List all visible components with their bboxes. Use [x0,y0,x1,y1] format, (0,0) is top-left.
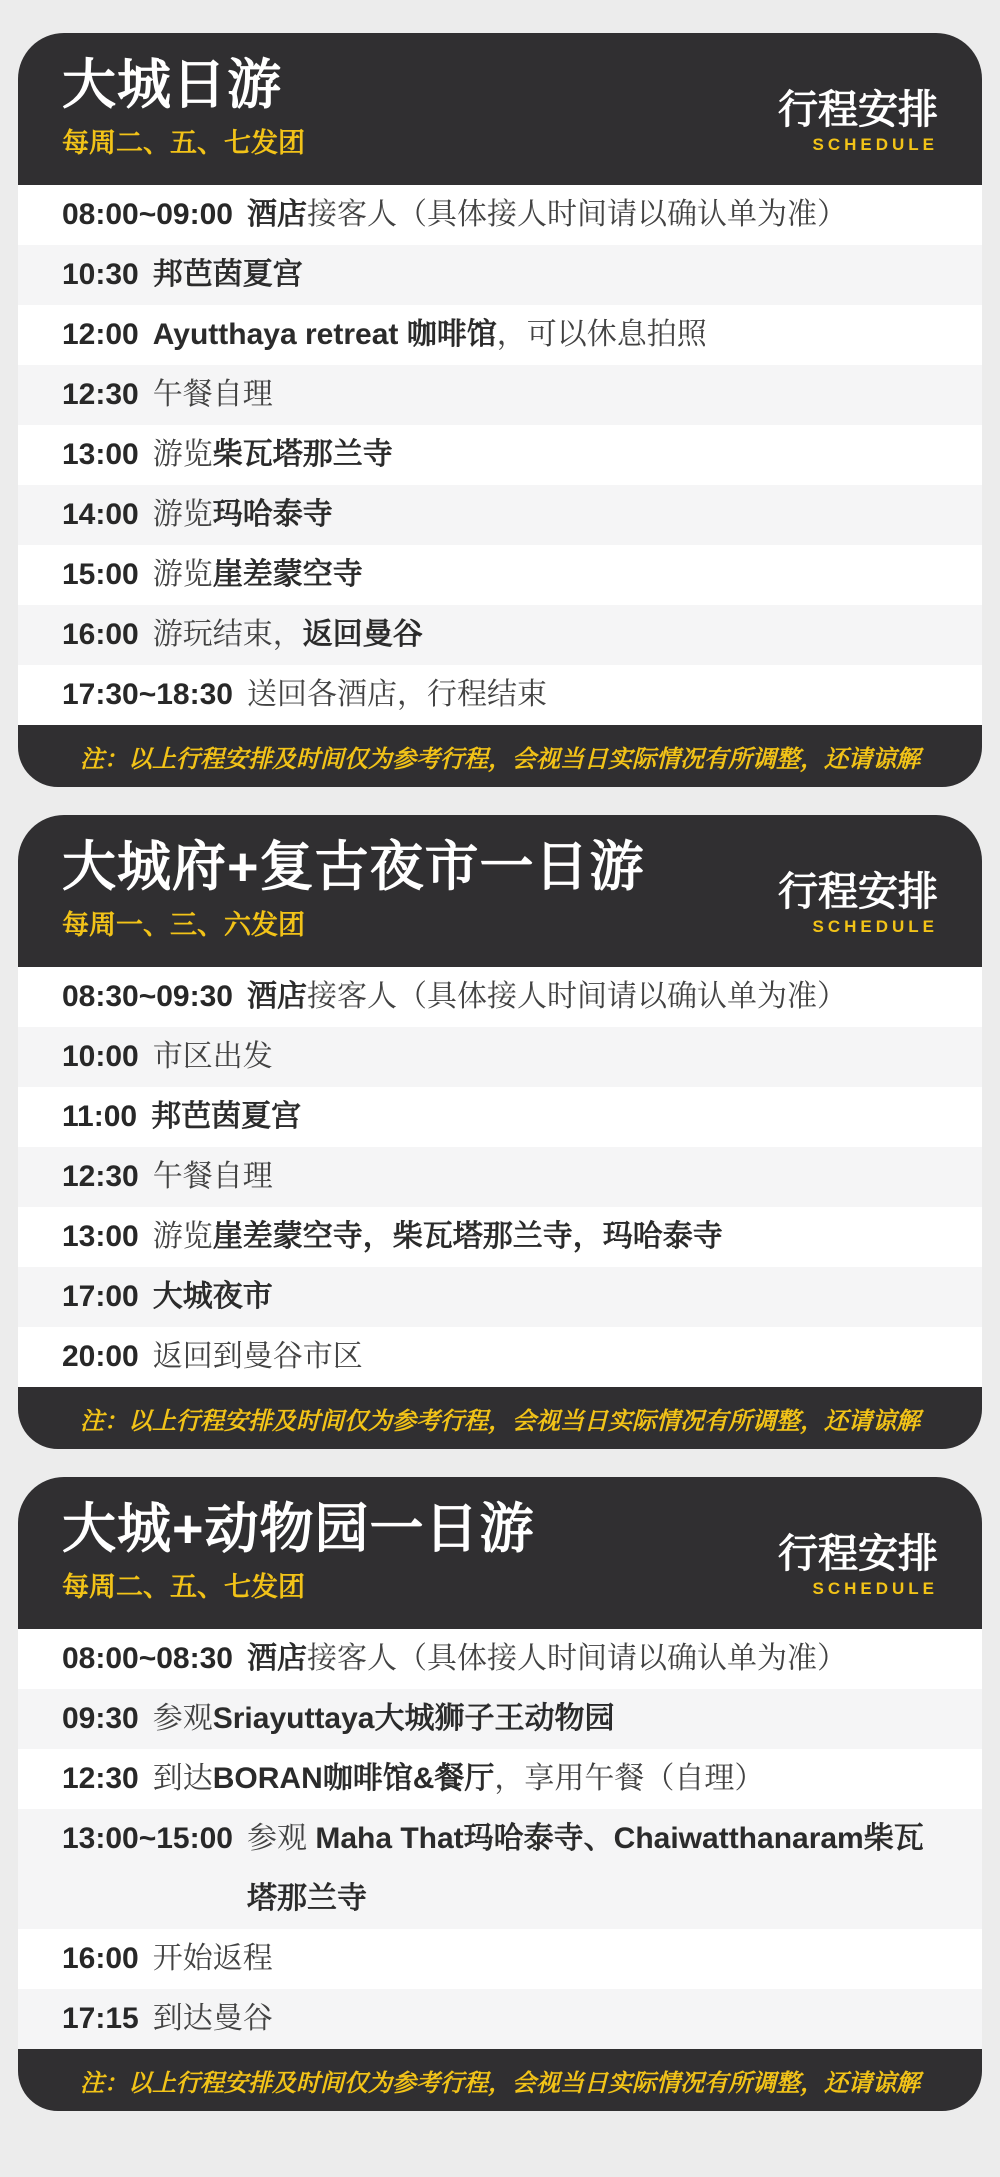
row-description [247,1809,938,1929]
row-desc-segment: 酒店 [246,980,307,1013]
row-desc-segment: 接客人（具体接人时间请以确认单为准） [306,980,847,1013]
row-time: 16:00 [62,1942,139,1975]
itinerary-row [18,185,982,245]
itinerary-row [18,1929,982,1989]
note-text: 注：以上行程安排及时间仅为参考行程，会视当日实际情况有所调整，还请谅解 [80,1407,920,1435]
itinerary-list [18,185,982,725]
note-bar [18,2049,982,2111]
row-time: 12:30 [62,1762,139,1795]
row-desc-segment: 参观 [246,1822,316,1855]
row-time: 08:00~08:30 [62,1642,233,1675]
tour-card [18,1477,982,2111]
row-time: 17:30~18:30 [62,678,233,711]
schedule-badge-en: SCHEDULE [812,916,938,936]
tour-title: 大城府+复古夜市一日游 [62,836,645,897]
row-desc-segment: 崖差蒙空寺 [212,558,363,591]
itinerary-row [18,1207,982,1267]
itinerary-row [18,485,982,545]
note-bar [18,725,982,787]
row-description [153,1929,273,1989]
itinerary-row [18,1809,982,1929]
row-description [153,545,363,605]
row-time: 12:30 [62,1160,139,1193]
row-desc-segment: 送回各酒店，行程结束 [246,678,547,711]
row-description [153,1327,363,1387]
row-time: 17:15 [62,2002,139,2035]
itinerary-row [18,1689,982,1749]
itinerary-list [18,967,982,1387]
row-description [247,1629,847,1689]
row-time: 12:30 [62,378,139,411]
row-time: 17:00 [62,1280,139,1313]
row-description [153,605,423,665]
row-desc-segment: 游玩结束， [152,618,303,651]
tour-card [18,33,982,787]
row-time: 13:00 [62,438,139,471]
row-desc-segment: 邦芭茵夏宫 [151,1100,302,1133]
row-desc-segment: 游览 [152,438,213,471]
row-description [153,485,333,545]
row-desc-segment: 到达曼谷 [152,2002,273,2035]
row-description [153,1027,273,1087]
row-desc-segment: BORAN咖啡馆&餐厅 [212,1762,495,1795]
row-desc-segment: 酒店 [246,1642,307,1675]
schedule-badge-en: SCHEDULE [812,134,938,154]
row-time: 15:00 [62,558,139,591]
row-description [153,245,303,305]
note-text: 注：以上行程安排及时间仅为参考行程，会视当日实际情况有所调整，还请谅解 [80,745,920,773]
row-desc-segment: 柴瓦塔那兰寺 [212,438,393,471]
itinerary-row [18,245,982,305]
row-desc-segment: 市区出发 [152,1040,273,1073]
itinerary-row [18,1087,982,1147]
itinerary-row [18,305,982,365]
row-time: 10:00 [62,1040,139,1073]
row-description [247,967,847,1027]
row-desc-segment: Maha That玛哈泰寺、Chaiwatthanaram柴瓦塔那兰寺 [246,1822,924,1915]
row-desc-segment: 返回曼谷 [302,618,423,651]
row-desc-segment: 到达 [152,1762,213,1795]
tour-card [18,815,982,1449]
row-desc-segment: 参观 [152,1702,213,1735]
tour-title: 大城日游 [62,54,282,115]
row-description [247,665,547,725]
itinerary-row [18,425,982,485]
itinerary-row [18,605,982,665]
row-description [153,1989,273,2049]
schedule-badge [778,88,938,155]
itinerary-row [18,665,982,725]
schedule-badge-cn: 行程安排 [778,1531,938,1576]
row-desc-segment: Sriayuttaya大城狮子王动物园 [212,1702,615,1735]
row-desc-segment: 游览 [152,558,213,591]
itinerary-row [18,1267,982,1327]
note-text: 注：以上行程安排及时间仅为参考行程，会视当日实际情况有所调整，还请谅解 [80,2069,920,2097]
row-desc-segment: 酒店 [246,198,307,231]
row-description [153,1267,273,1327]
row-time: 13:00~15:00 [62,1822,233,1855]
schedule-badge [778,1532,938,1599]
row-description [153,1689,615,1749]
tour-departure-days: 每周一、三、六发团 [62,910,305,941]
row-description [153,1749,765,1809]
tour-departure-days: 每周二、五、七发团 [62,1572,305,1603]
row-desc-segment: 午餐自理 [152,378,273,411]
row-desc-segment: 开始返程 [152,1942,273,1975]
tour-departure-days: 每周二、五、七发团 [62,128,305,159]
row-desc-segment: 午餐自理 [152,1160,273,1193]
row-time: 20:00 [62,1340,139,1373]
row-time: 09:30 [62,1702,139,1735]
row-description [247,185,847,245]
note-bar [18,1387,982,1449]
row-time: 11:00 [62,1100,138,1133]
row-desc-segment: 崖差蒙空寺，柴瓦塔那兰寺，玛哈泰寺 [212,1220,723,1253]
row-description [153,305,707,365]
schedule-badge-cn: 行程安排 [778,869,938,914]
schedule-badge [778,870,938,937]
row-desc-segment: Ayutthaya retreat 咖啡馆 [152,318,497,351]
itinerary-row [18,1327,982,1387]
row-desc-segment: 邦芭茵夏宫 [152,258,303,291]
itinerary-row [18,545,982,605]
row-description [153,425,393,485]
card-header-left [62,1498,535,1604]
itinerary-row [18,1147,982,1207]
schedule-badge-cn: 行程安排 [778,87,938,132]
row-desc-segment: 大城夜市 [152,1280,273,1313]
itinerary-row [18,967,982,1027]
row-description [153,1147,273,1207]
card-header [18,33,982,185]
itinerary-row [18,1027,982,1087]
row-desc-segment: 游览 [152,498,213,531]
itinerary-row [18,1629,982,1689]
tour-title: 大城+动物园一日游 [62,1498,535,1559]
row-desc-segment: 接客人（具体接人时间请以确认单为准） [306,1642,847,1675]
itinerary-row [18,365,982,425]
card-header [18,1477,982,1629]
card-header-left [62,54,305,160]
itinerary-list [18,1629,982,2049]
row-desc-segment: 玛哈泰寺 [212,498,333,531]
itinerary-row [18,1749,982,1809]
row-time: 08:00~09:00 [62,198,233,231]
row-desc-segment: 返回到曼谷市区 [152,1340,363,1373]
row-description [151,1087,301,1147]
card-header [18,815,982,967]
row-desc-segment: 接客人（具体接人时间请以确认单为准） [306,198,847,231]
row-desc-segment: ，可以休息拍照 [496,318,707,351]
row-description [153,1207,723,1267]
row-time: 08:30~09:30 [62,980,233,1013]
row-time: 13:00 [62,1220,139,1253]
row-time: 10:30 [62,258,139,291]
itinerary-row [18,1989,982,2049]
row-time: 14:00 [62,498,139,531]
card-header-left [62,836,645,942]
row-desc-segment: 游览 [152,1220,213,1253]
row-desc-segment: ，享用午餐（自理） [494,1762,765,1795]
row-description [153,365,273,425]
schedule-badge-en: SCHEDULE [812,1578,938,1598]
row-time: 16:00 [62,618,139,651]
row-time: 12:00 [62,318,139,351]
